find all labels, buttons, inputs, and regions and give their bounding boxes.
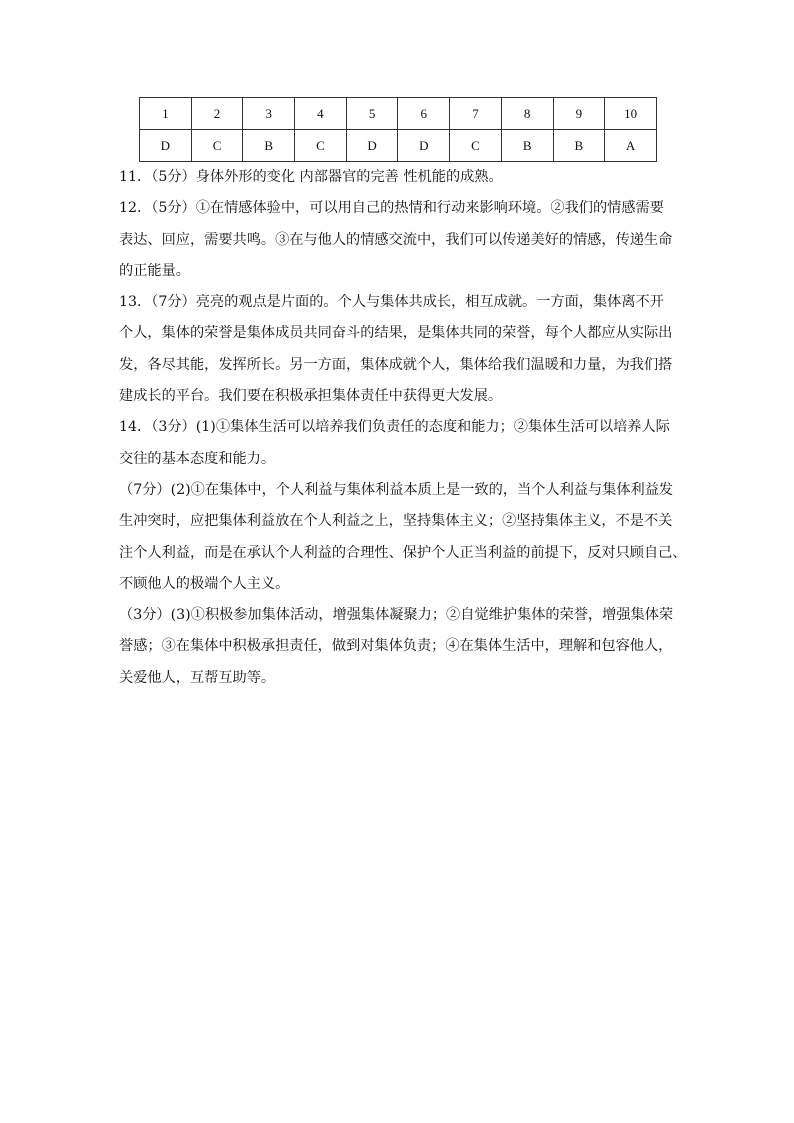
answer-cell: D — [346, 130, 398, 162]
text-line: 建成长的平台。我们要在积极承担集体责任中获得更大发展。 — [119, 388, 503, 405]
answer-key-table — [139, 97, 657, 162]
answer-q14-part1 — [119, 412, 679, 475]
answer-cell: D — [398, 130, 450, 162]
text-line: 14．（3分）(1)①集体生活可以培养我们负责任的态度和能力；②集体生活可以培养人际 — [119, 419, 670, 436]
text-line: 不顾他人的极端个人主义。 — [119, 575, 290, 592]
answer-cell: B — [243, 130, 295, 162]
question-number-cell: 6 — [398, 98, 450, 130]
text-line: 誉感；③在集体中积极承担责任，做到对集体负责；④在集体生活中，理解和包容他人， — [119, 638, 673, 655]
answer-q12 — [119, 193, 679, 287]
text-line: 的正能量。 — [119, 262, 190, 279]
answer-cell: D — [140, 130, 192, 162]
text-line: 注个人利益，而是在承认个人利益的合理性、保护个人正当利益的前提下，反对只顾自己、 — [119, 544, 687, 561]
text-line: 12．（5分）①在情感体验中，可以用自己的热情和行动来影响环境。②我们的情感需要 — [119, 200, 664, 217]
answer-q13 — [119, 287, 679, 412]
text-line: 交往的基本态度和能力。 — [119, 450, 276, 467]
text-line: 个人，集体的荣誉是集体成员共同奋斗的结果，是集体共同的荣誉，每个人都应从实际出 — [119, 325, 673, 342]
answer-cell: C — [295, 130, 347, 162]
text-line: 生冲突时，应把集体利益放在个人利益之上，坚持集体主义；②坚持集体主义，不是不关 — [119, 513, 673, 530]
text-line: 11．（5分）身体外形的变化 内部器官的完善 性机能的成熟。 — [119, 169, 503, 185]
question-number-cell: 7 — [450, 98, 502, 130]
answer-cell: B — [501, 130, 553, 162]
table-row-answers — [140, 130, 657, 162]
question-number-cell: 10 — [605, 98, 657, 130]
table-row-numbers — [140, 98, 657, 130]
question-number-cell: 4 — [295, 98, 347, 130]
question-number-cell: 5 — [346, 98, 398, 130]
answer-cell: C — [450, 130, 502, 162]
text-line: 表达、回应，需要共鸣。③在与他人的情感交流中，我们可以传递美好的情感，传递生命 — [119, 231, 673, 248]
text-line: （7分）(2)①在集体中，个人利益与集体利益本质上是一致的，当个人利益与集体利益发 — [119, 481, 674, 498]
question-number-cell: 2 — [191, 98, 243, 130]
text-line: 13．（7分）亮亮的观点是片面的。个人与集体共成长，相互成就。一方面，集体离不开 — [119, 294, 664, 311]
answer-explanations — [119, 162, 687, 694]
answer-q11 — [119, 162, 679, 193]
answer-cell: C — [191, 130, 243, 162]
text-line: （3分）(3)①积极参加集体活动，增强集体凝聚力；②自觉维护集体的荣誉，增强集体荣 — [119, 607, 674, 624]
answer-q14-part2 — [119, 475, 687, 600]
question-number-cell: 9 — [553, 98, 605, 130]
text-line: 关爱他人，互帮互助等。 — [119, 669, 276, 686]
question-number-cell: 8 — [501, 98, 553, 130]
answer-cell: A — [605, 130, 657, 162]
text-line: 发，各尽其能，发挥所长。另一方面，集体成就个人，集体给我们温暖和力量，为我们搭 — [119, 356, 673, 373]
question-number-cell: 1 — [140, 98, 192, 130]
question-number-cell: 3 — [243, 98, 295, 130]
answer-cell: B — [553, 130, 605, 162]
answer-q14-part3 — [119, 600, 679, 694]
